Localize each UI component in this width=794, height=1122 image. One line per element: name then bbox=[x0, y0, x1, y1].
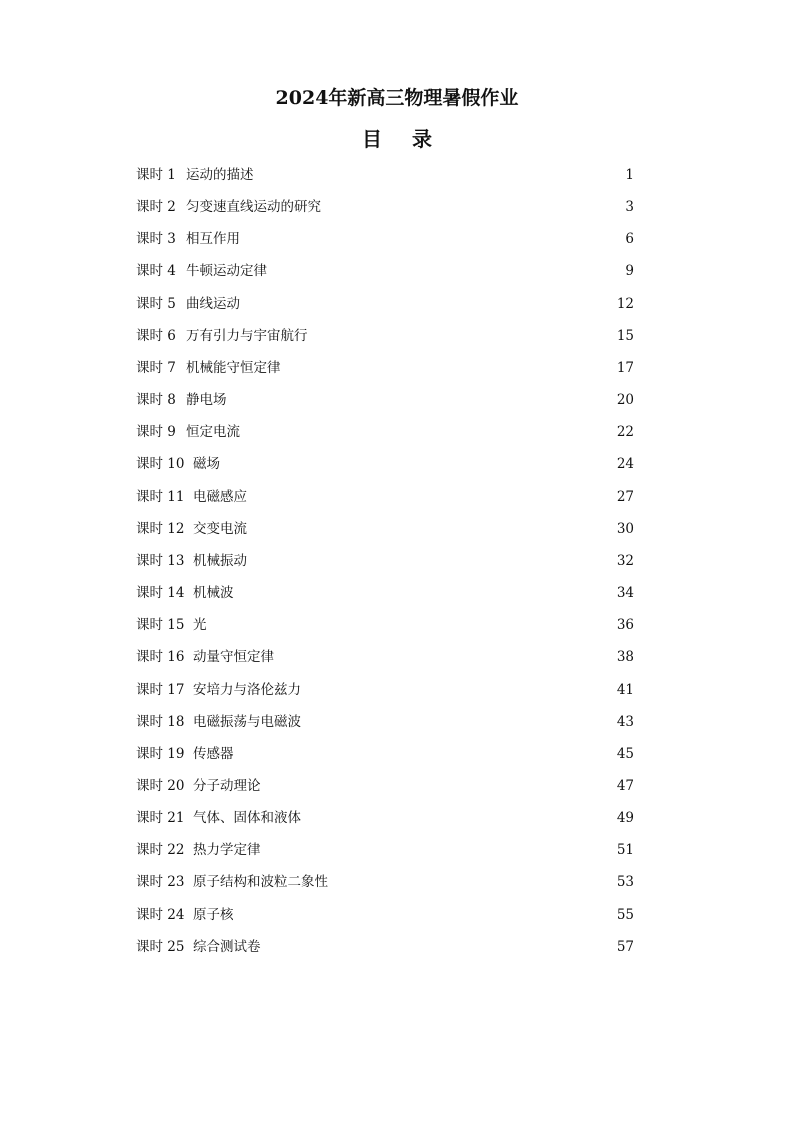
toc-page-number: 20 bbox=[616, 392, 634, 409]
toc-page-number: 24 bbox=[616, 456, 634, 473]
toc-topic: 磁场 bbox=[193, 456, 220, 473]
toc-heading-char: 目 bbox=[362, 127, 382, 151]
toc-entry[interactable] bbox=[136, 581, 636, 613]
toc-page-number: 6 bbox=[625, 231, 634, 248]
toc-entry[interactable] bbox=[136, 645, 636, 677]
toc-entry[interactable] bbox=[136, 420, 636, 452]
toc-lesson-number: 课时 3 bbox=[136, 231, 176, 248]
toc-topic: 电磁感应 bbox=[193, 488, 247, 505]
toc-entry[interactable] bbox=[136, 485, 636, 517]
toc-entry[interactable] bbox=[136, 870, 636, 902]
toc-entry[interactable] bbox=[136, 356, 636, 388]
toc-lesson-number: 课时 8 bbox=[136, 392, 176, 409]
toc-topic: 运动的描述 bbox=[186, 167, 254, 183]
toc-heading bbox=[0, 126, 794, 152]
toc-lesson-number: 课时 21 bbox=[136, 810, 185, 827]
toc-topic: 恒定电流 bbox=[186, 424, 240, 441]
toc-page-number: 45 bbox=[616, 745, 634, 762]
toc-page-number: 17 bbox=[616, 359, 634, 376]
toc-entry[interactable] bbox=[136, 903, 636, 935]
toc-lesson-number: 课时 17 bbox=[136, 681, 185, 698]
toc-entry[interactable] bbox=[136, 549, 636, 581]
toc-topic: 机械波 bbox=[193, 585, 234, 602]
toc-entry[interactable] bbox=[136, 292, 636, 324]
toc-page-number: 51 bbox=[616, 842, 634, 859]
toc-topic: 分子动理论 bbox=[193, 777, 261, 794]
toc-lesson-number: 课时 22 bbox=[136, 842, 185, 859]
toc-page-number: 38 bbox=[616, 649, 634, 666]
toc-lesson-number: 课时 25 bbox=[136, 938, 185, 955]
toc-lesson-number: 课时 20 bbox=[136, 777, 185, 794]
toc-topic: 原子核 bbox=[193, 906, 234, 923]
toc-page-number: 49 bbox=[616, 810, 634, 827]
toc-page-number: 41 bbox=[616, 681, 634, 698]
toc-topic: 气体、固体和液体 bbox=[193, 810, 301, 827]
toc-lesson-number: 课时 1 bbox=[136, 167, 176, 183]
toc-entry[interactable] bbox=[136, 838, 636, 870]
toc-lesson-number: 课时 16 bbox=[136, 649, 185, 666]
toc-entry[interactable] bbox=[136, 227, 636, 259]
toc-topic: 交变电流 bbox=[193, 520, 247, 537]
toc-page-number: 55 bbox=[616, 906, 634, 923]
toc-entry[interactable] bbox=[136, 388, 636, 420]
toc-entry[interactable] bbox=[136, 742, 636, 774]
toc-page-number: 53 bbox=[616, 874, 634, 891]
toc-lesson-number: 课时 19 bbox=[136, 745, 185, 762]
toc-lesson-number: 课时 24 bbox=[136, 906, 185, 923]
toc-topic: 机械振动 bbox=[193, 552, 247, 569]
toc-topic: 相互作用 bbox=[186, 231, 240, 248]
toc-entry[interactable] bbox=[136, 195, 636, 227]
toc-page-number: 32 bbox=[616, 552, 634, 569]
toc-entry[interactable] bbox=[136, 259, 636, 291]
toc-entry[interactable] bbox=[136, 935, 636, 967]
toc-topic: 静电场 bbox=[186, 392, 227, 409]
toc-lesson-number: 课时 9 bbox=[136, 424, 176, 441]
toc-topic: 动量守恒定律 bbox=[193, 649, 274, 666]
toc-page-number: 12 bbox=[616, 295, 634, 312]
toc-topic: 热力学定律 bbox=[193, 842, 261, 859]
toc-entry[interactable] bbox=[136, 517, 636, 549]
toc-lesson-number: 课时 12 bbox=[136, 520, 185, 537]
toc-lesson-number: 课时 23 bbox=[136, 874, 185, 891]
toc-topic: 综合测试卷 bbox=[193, 938, 261, 955]
toc-entry[interactable] bbox=[136, 678, 636, 710]
toc-page-number: 3 bbox=[625, 199, 634, 216]
toc-lesson-number: 课时 6 bbox=[136, 327, 176, 344]
toc-entry[interactable] bbox=[136, 163, 636, 195]
document-title: 2024年新高三物理暑假作业 bbox=[275, 87, 519, 109]
toc-entry[interactable] bbox=[136, 710, 636, 742]
toc-page-number: 9 bbox=[625, 263, 634, 280]
toc-topic: 万有引力与宇宙航行 bbox=[186, 327, 308, 344]
toc-topic: 电磁振荡与电磁波 bbox=[193, 713, 301, 730]
toc-lesson-number: 课时 4 bbox=[136, 263, 176, 280]
toc-page-number: 36 bbox=[616, 617, 634, 634]
toc-lesson-number: 课时 18 bbox=[136, 713, 185, 730]
toc-lesson-number: 课时 5 bbox=[136, 295, 176, 312]
toc-entry[interactable] bbox=[136, 806, 636, 838]
toc-lesson-number: 课时 11 bbox=[136, 488, 185, 505]
toc-entry[interactable] bbox=[136, 774, 636, 806]
toc-page-number: 57 bbox=[616, 938, 634, 955]
toc-lesson-number: 课时 10 bbox=[136, 456, 185, 473]
toc-page-number: 47 bbox=[616, 777, 634, 794]
toc-lesson-number: 课时 15 bbox=[136, 617, 185, 634]
toc-topic: 匀变速直线运动的研究 bbox=[186, 199, 321, 216]
toc-list bbox=[136, 163, 636, 967]
toc-topic: 传感器 bbox=[193, 745, 234, 762]
toc-page-number: 15 bbox=[616, 327, 634, 344]
toc-topic: 机械能守恒定律 bbox=[186, 359, 281, 376]
toc-topic: 曲线运动 bbox=[186, 295, 240, 312]
toc-lesson-number: 课时 14 bbox=[136, 585, 185, 602]
toc-topic: 牛顿运动定律 bbox=[186, 263, 267, 280]
toc-topic: 原子结构和波粒二象性 bbox=[193, 874, 328, 891]
toc-page-number: 34 bbox=[616, 585, 634, 602]
toc-topic: 安培力与洛伦兹力 bbox=[193, 681, 301, 698]
toc-entry[interactable] bbox=[136, 324, 636, 356]
toc-lesson-number: 课时 7 bbox=[136, 359, 176, 376]
toc-page-number: 27 bbox=[616, 488, 634, 505]
toc-heading-char: 录 bbox=[412, 127, 432, 151]
toc-page-number: 1 bbox=[625, 167, 634, 183]
toc-page-number: 30 bbox=[616, 520, 634, 537]
toc-lesson-number: 课时 13 bbox=[136, 552, 185, 569]
toc-page-number: 22 bbox=[616, 424, 634, 441]
toc-entry[interactable] bbox=[136, 452, 636, 484]
toc-topic: 光 bbox=[193, 617, 207, 634]
toc-lesson-number: 课时 2 bbox=[136, 199, 176, 216]
toc-page-number: 43 bbox=[616, 713, 634, 730]
toc-entry[interactable] bbox=[136, 613, 636, 645]
